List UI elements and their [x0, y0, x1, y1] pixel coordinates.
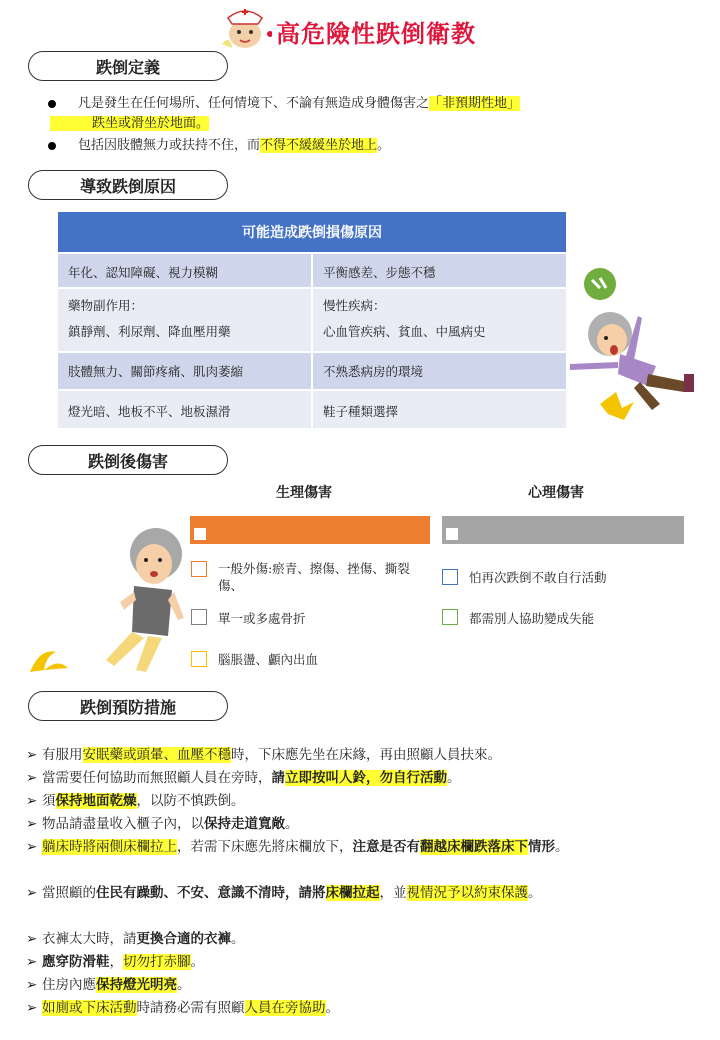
table-cell: 藥物副作用： 鎮靜劑、利尿劑、降血壓用藥 [58, 288, 312, 352]
arrow-bullet-icon: ➢ [26, 885, 38, 901]
section-header-definition: 跌倒定義 [28, 51, 228, 81]
checkbox-icon [191, 651, 207, 667]
table-cell: 平衡感差、步態不穩 [312, 253, 566, 288]
arrow-bullet-icon: ➢ [26, 977, 38, 993]
section-header-causes: 導致跌倒原因 [28, 170, 228, 200]
mental-harm-bar [442, 516, 684, 544]
prevention-item: ➢ 當需要任何協助而無照顧人員在旁時，請立即按叫人鈴，勿自行活動。 [26, 767, 686, 790]
physical-harm-item: 一般外傷:瘀青、擦傷、挫傷、撕裂傷、 [218, 561, 410, 593]
bullet-dot-icon [48, 142, 56, 150]
mental-harm-item: 都需別人協助變成失能 [469, 611, 595, 626]
definition-bullet-2: 包括因肢體無力或扶持不住，而不得不緩緩坐於地上。 [50, 136, 690, 156]
section-header-prevention: 跌倒預防措施 [28, 691, 228, 721]
table-cell: 肢體無力、關節疼痛、肌肉萎縮 [58, 352, 312, 390]
prevention-item: ➢ 有服用安眠藥或頭暈、血壓不穩時，下床應先坐在床緣，再由照顧人員扶來。 [26, 744, 686, 767]
prevention-item: ➢ 應穿防滑鞋，切勿打赤腳。 [26, 951, 686, 974]
prevention-item: ➢ 當照顧的住民有躁動、不安、意識不清時，請將床欄拉起，並視情況予以約束保護。 [26, 882, 686, 905]
arrow-bullet-icon: ➢ [26, 954, 38, 970]
arrow-bullet-icon: ➢ [26, 793, 38, 809]
prevention-item: ➢ 如廁或下床活動時請務必需有照顧人員在旁協助。 [26, 997, 686, 1020]
table-cell: 慢性疾病： 心血管疾病、貧血、中風病史 [312, 288, 566, 352]
physical-harm-bar [190, 516, 430, 544]
table-cell: 燈光暗、地板不平、地板濕滑 [58, 390, 312, 428]
checkbox-icon [191, 561, 207, 577]
mental-harm-item: 怕再次跌倒不敢自行活動 [469, 570, 607, 585]
prevention-item: ➢ 衣褲太大時，請更換合適的衣褲。 [26, 928, 686, 951]
arrow-bullet-icon: ➢ [26, 931, 38, 947]
prevention-item: ➢ 住房內應保持燈光明亮。 [26, 974, 686, 997]
arrow-bullet-icon: ➢ [26, 770, 38, 786]
prevention-item: ➢ 躺床時將兩側床欄拉上，若需下床應先將床欄放下，注意是否有翻越床欄跌落床下情形。 [26, 836, 686, 859]
arrow-bullet-icon: ➢ [26, 747, 38, 763]
nurse-mascot-icon [218, 4, 272, 52]
arrow-bullet-icon: ➢ [26, 839, 38, 855]
physical-harm-heading: 生理傷害 [276, 485, 332, 501]
arrow-bullet-icon: ➢ [26, 816, 38, 832]
checkbox-icon [191, 609, 207, 625]
arrow-bullet-icon: ➢ [26, 1000, 38, 1016]
bullet-dot-icon [48, 100, 56, 108]
prevention-item: ➢ 須保持地面乾燥，以防不慎跌倒。 [26, 790, 686, 813]
prevention-item: ➢ 物品請盡量收入櫃子內，以保持走道寬敞。 [26, 813, 686, 836]
falling-elderly-woman-illustration [560, 264, 700, 424]
definition-bullet-1: 凡是發生在任何場所、任何情境下、不論有無造成身體傷害之「非預期性地」 跌坐或滑坐於地面。 [50, 94, 690, 134]
table-cell: 不熟悉病房的環境 [312, 352, 566, 390]
slipping-elderly-woman-illustration [28, 520, 188, 680]
page-title: 高危險性跌倒衛教 [276, 20, 476, 48]
causes-table-header: 可能造成跌倒損傷原因 [58, 211, 566, 253]
checkbox-icon [442, 609, 458, 625]
section-header-harm: 跌倒後傷害 [28, 445, 228, 475]
table-cell: 年化、認知障礙、視力模糊 [58, 253, 312, 288]
physical-harm-item: 腦脹盪、顱內出血 [218, 652, 319, 667]
table-cell: 鞋子種類選擇 [312, 390, 566, 428]
checkbox-icon [442, 569, 458, 585]
causes-table [58, 210, 566, 428]
physical-harm-item: 單一或多處骨折 [218, 611, 306, 626]
mental-harm-heading: 心理傷害 [528, 485, 584, 501]
